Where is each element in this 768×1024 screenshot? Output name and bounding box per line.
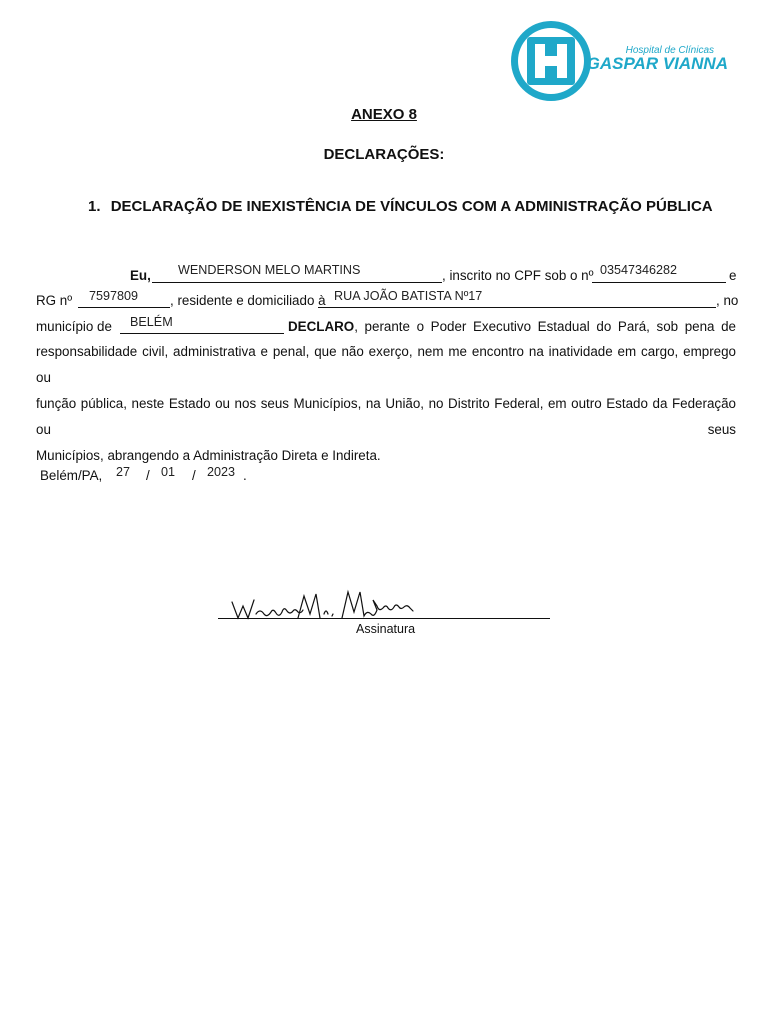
address-value: RUA JOÃO BATISTA Nº17: [334, 289, 483, 303]
city-blank: [120, 333, 284, 334]
date-year: 2023: [207, 465, 236, 479]
eu-label: Eu,: [130, 268, 151, 283]
body-line-5: função pública, neste Estado ou nos seus Municípios, na União, no Distrito Federal, em outro Estado da Federação ou seus: [36, 396, 736, 437]
rg-label: RG nº: [36, 293, 73, 308]
line3-rest: , perante o Poder Executivo Estadual do Pará, sob pena de: [354, 319, 736, 334]
item-number: 1.: [88, 198, 101, 215]
logo-subtitle: Hospital de Clínicas: [625, 45, 714, 56]
declaro-line: [288, 319, 736, 334]
e-label: e: [729, 268, 737, 283]
date-sep-2: /: [192, 468, 196, 483]
hospital-logo: [508, 18, 740, 104]
residente-label: , residente e domiciliado à: [170, 293, 326, 308]
declaro-label: DECLARO: [288, 319, 355, 334]
rg-blank: [78, 307, 170, 308]
signature-label: Assinatura: [356, 622, 416, 636]
declarations-heading: DECLARAÇÕES:: [323, 146, 445, 163]
date-day: 27: [116, 465, 131, 479]
date-month: 01: [161, 465, 176, 479]
date-place: Belém/PA,: [40, 468, 103, 483]
cpf-label: , inscrito no CPF sob o nº: [442, 268, 594, 283]
city-value: BELÉM: [130, 315, 173, 329]
rg-value: 7597809: [89, 289, 139, 303]
item-title: DECLARAÇÃO DE INEXISTÊNCIA DE VÍNCULOS COM A ADMINISTRAÇÃO PÚBLICA: [110, 198, 713, 215]
signature-line: [218, 618, 550, 619]
date-end: .: [243, 468, 247, 483]
item-heading: [88, 198, 713, 215]
annex-title: ANEXO 8: [351, 106, 417, 123]
declaration-body: [36, 339, 736, 469]
municipio-label: município de: [36, 319, 112, 334]
date-sep-1: /: [146, 468, 150, 483]
name-blank: [152, 282, 442, 283]
body-line-4: responsabilidade civil, administrativa e penal, que não exerço, nem me encontro na inatividade em cargo, emprego ou: [36, 344, 736, 385]
address-blank: [318, 307, 716, 308]
cpf-value: 03547346282: [600, 263, 678, 277]
handwritten-signature: [228, 588, 428, 622]
name-value: WENDERSON MELO MARTINS: [178, 263, 361, 277]
no-label: , no: [716, 293, 739, 308]
cpf-blank: [592, 282, 726, 283]
logo-name: GASPAR VIANNA: [586, 54, 728, 73]
body-line-6: Municípios, abrangendo a Administração Direta e Indireta.: [36, 448, 381, 463]
